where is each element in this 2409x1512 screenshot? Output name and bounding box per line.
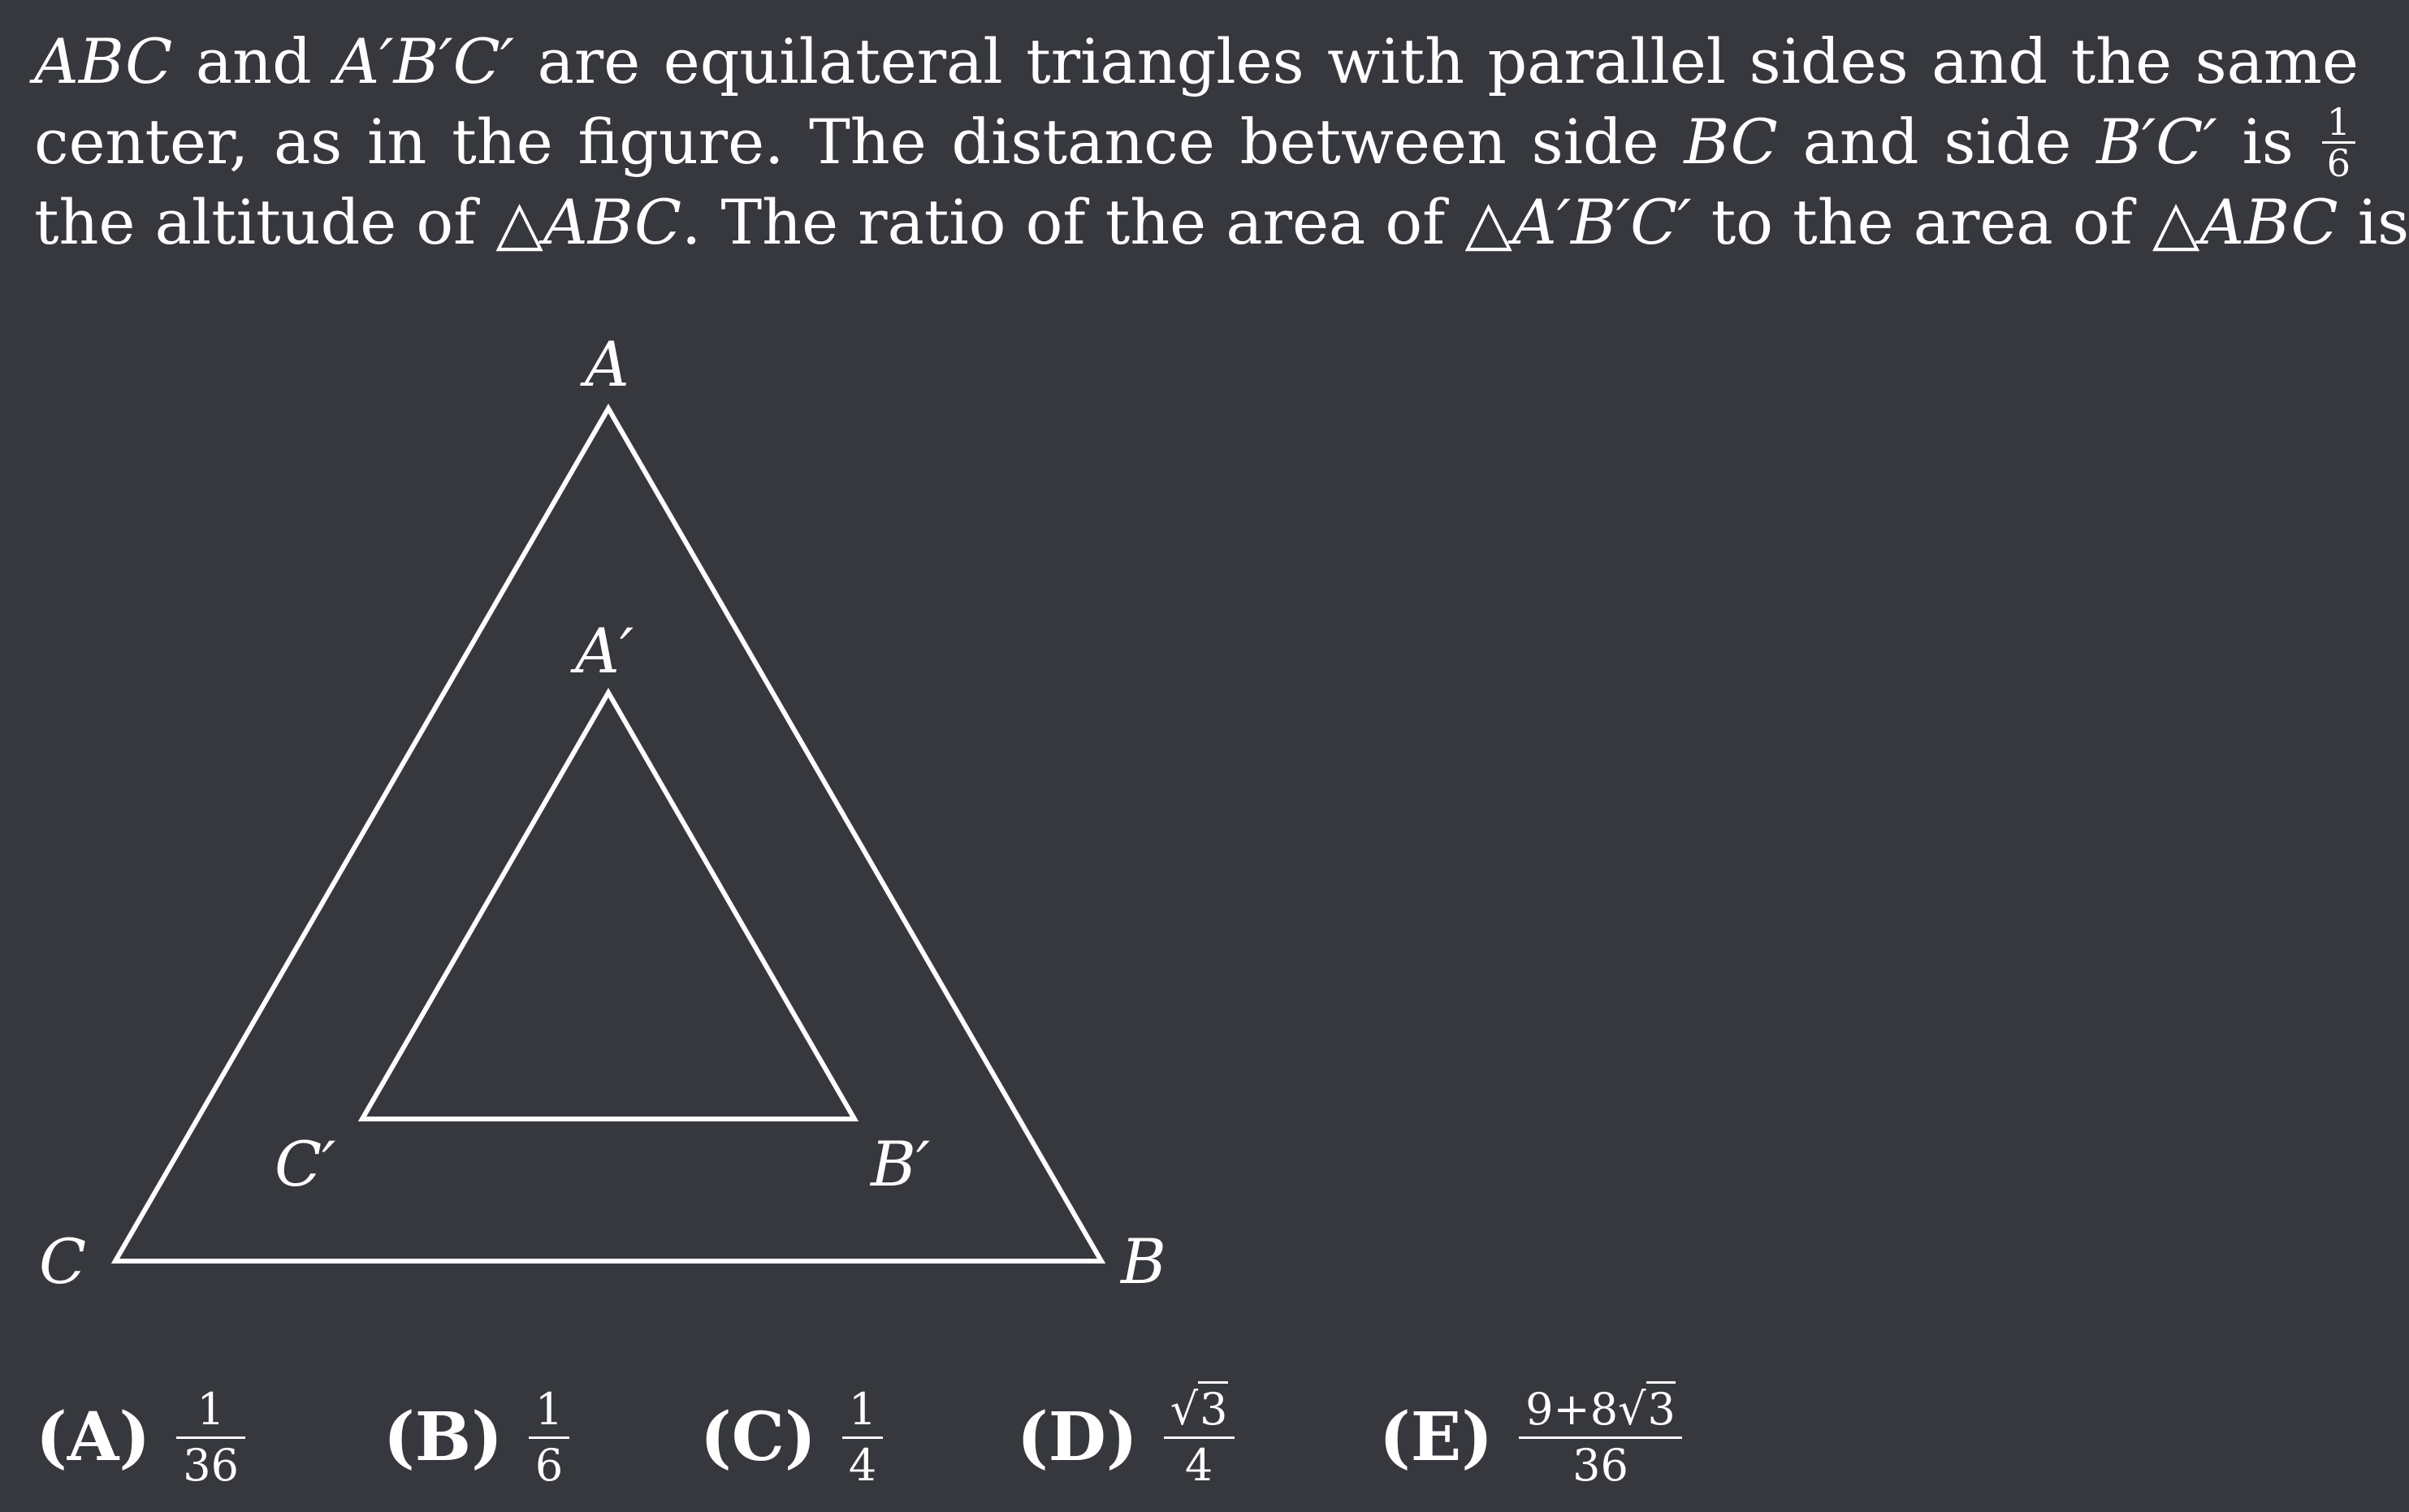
math-abc-3: ABC (2199, 186, 2338, 258)
choice-d-radicand: 3 (1198, 1381, 1227, 1435)
text-is-end: is (2357, 186, 2409, 258)
math-b-prime-c-prime: B′C′ (2096, 106, 2217, 178)
choice-c-letter: (C) (700, 1398, 816, 1476)
text-equilateral: are equilateral triangles with parallel sides and the same (537, 25, 2359, 97)
choice-a-fraction (176, 1383, 245, 1491)
fraction-numerator: 1 (2322, 102, 2355, 144)
choice-e-letter: (E) (1379, 1398, 1494, 1476)
choice-c-denominator: 4 (848, 1439, 877, 1491)
outer-triangle (115, 408, 1101, 1261)
radical-sign: √ (1170, 1383, 1199, 1435)
choice-e-numerator (1519, 1383, 1682, 1439)
label-c-prime: C′ (275, 1128, 336, 1200)
choice-d[interactable] (1017, 1380, 1235, 1494)
choice-e-denominator: 36 (1572, 1439, 1628, 1491)
math-abc-2: ABC (543, 186, 682, 258)
text-and: and (195, 25, 312, 97)
choice-c[interactable] (700, 1380, 883, 1494)
choice-d-numerator (1164, 1383, 1235, 1439)
text-is: is (2242, 106, 2294, 178)
text-altitude: the altitude of △ (34, 186, 543, 258)
choice-e-sqrt (1618, 1383, 1676, 1435)
choice-b-fraction (529, 1383, 569, 1491)
choice-e[interactable] (1379, 1380, 1682, 1494)
choice-e-num-prefix: 9+8 (1525, 1383, 1619, 1435)
label-c: C (39, 1225, 87, 1298)
choice-a-letter: (A) (36, 1398, 151, 1476)
fraction-denominator: 6 (2326, 140, 2351, 185)
choice-d-sqrt (1170, 1383, 1228, 1435)
math-a-prime-b-prime-c-prime-2: A′B′C′ (1512, 186, 1692, 258)
inner-triangle (362, 693, 854, 1119)
answer-choices (36, 1380, 1741, 1510)
choice-b[interactable] (383, 1380, 569, 1494)
choice-e-fraction (1519, 1383, 1682, 1491)
label-a-prime: A′ (575, 615, 634, 687)
choice-b-denominator: 6 (534, 1439, 564, 1491)
choice-d-fraction (1164, 1383, 1235, 1491)
math-a-prime-b-prime-c-prime: A′B′C′ (335, 25, 514, 97)
label-a: A (585, 328, 629, 400)
text-center: center, as in the figure. The distance between side (34, 106, 1659, 178)
label-b-prime: B′ (871, 1128, 931, 1200)
choice-b-numerator: 1 (529, 1386, 569, 1439)
choice-c-numerator: 1 (842, 1386, 883, 1439)
math-abc: ABC (34, 25, 173, 97)
choice-a[interactable] (36, 1380, 245, 1494)
choice-a-denominator: 36 (183, 1439, 239, 1491)
text-and-side: and side (1802, 106, 2072, 178)
choice-a-numerator: 1 (176, 1386, 245, 1439)
choice-b-letter: (B) (383, 1398, 503, 1476)
label-b: B (1121, 1225, 1166, 1298)
choice-c-fraction (842, 1383, 883, 1491)
choice-e-radicand: 3 (1646, 1381, 1676, 1435)
text-ratio: . The ratio of the area of △ (681, 186, 1512, 258)
text-to-area: to the area of △ (1711, 186, 2200, 258)
math-bc: BC (1684, 106, 1778, 178)
radical-sign: √ (1618, 1383, 1646, 1435)
choice-d-denominator: 4 (1184, 1439, 1213, 1491)
choice-d-letter: (D) (1017, 1398, 1138, 1476)
